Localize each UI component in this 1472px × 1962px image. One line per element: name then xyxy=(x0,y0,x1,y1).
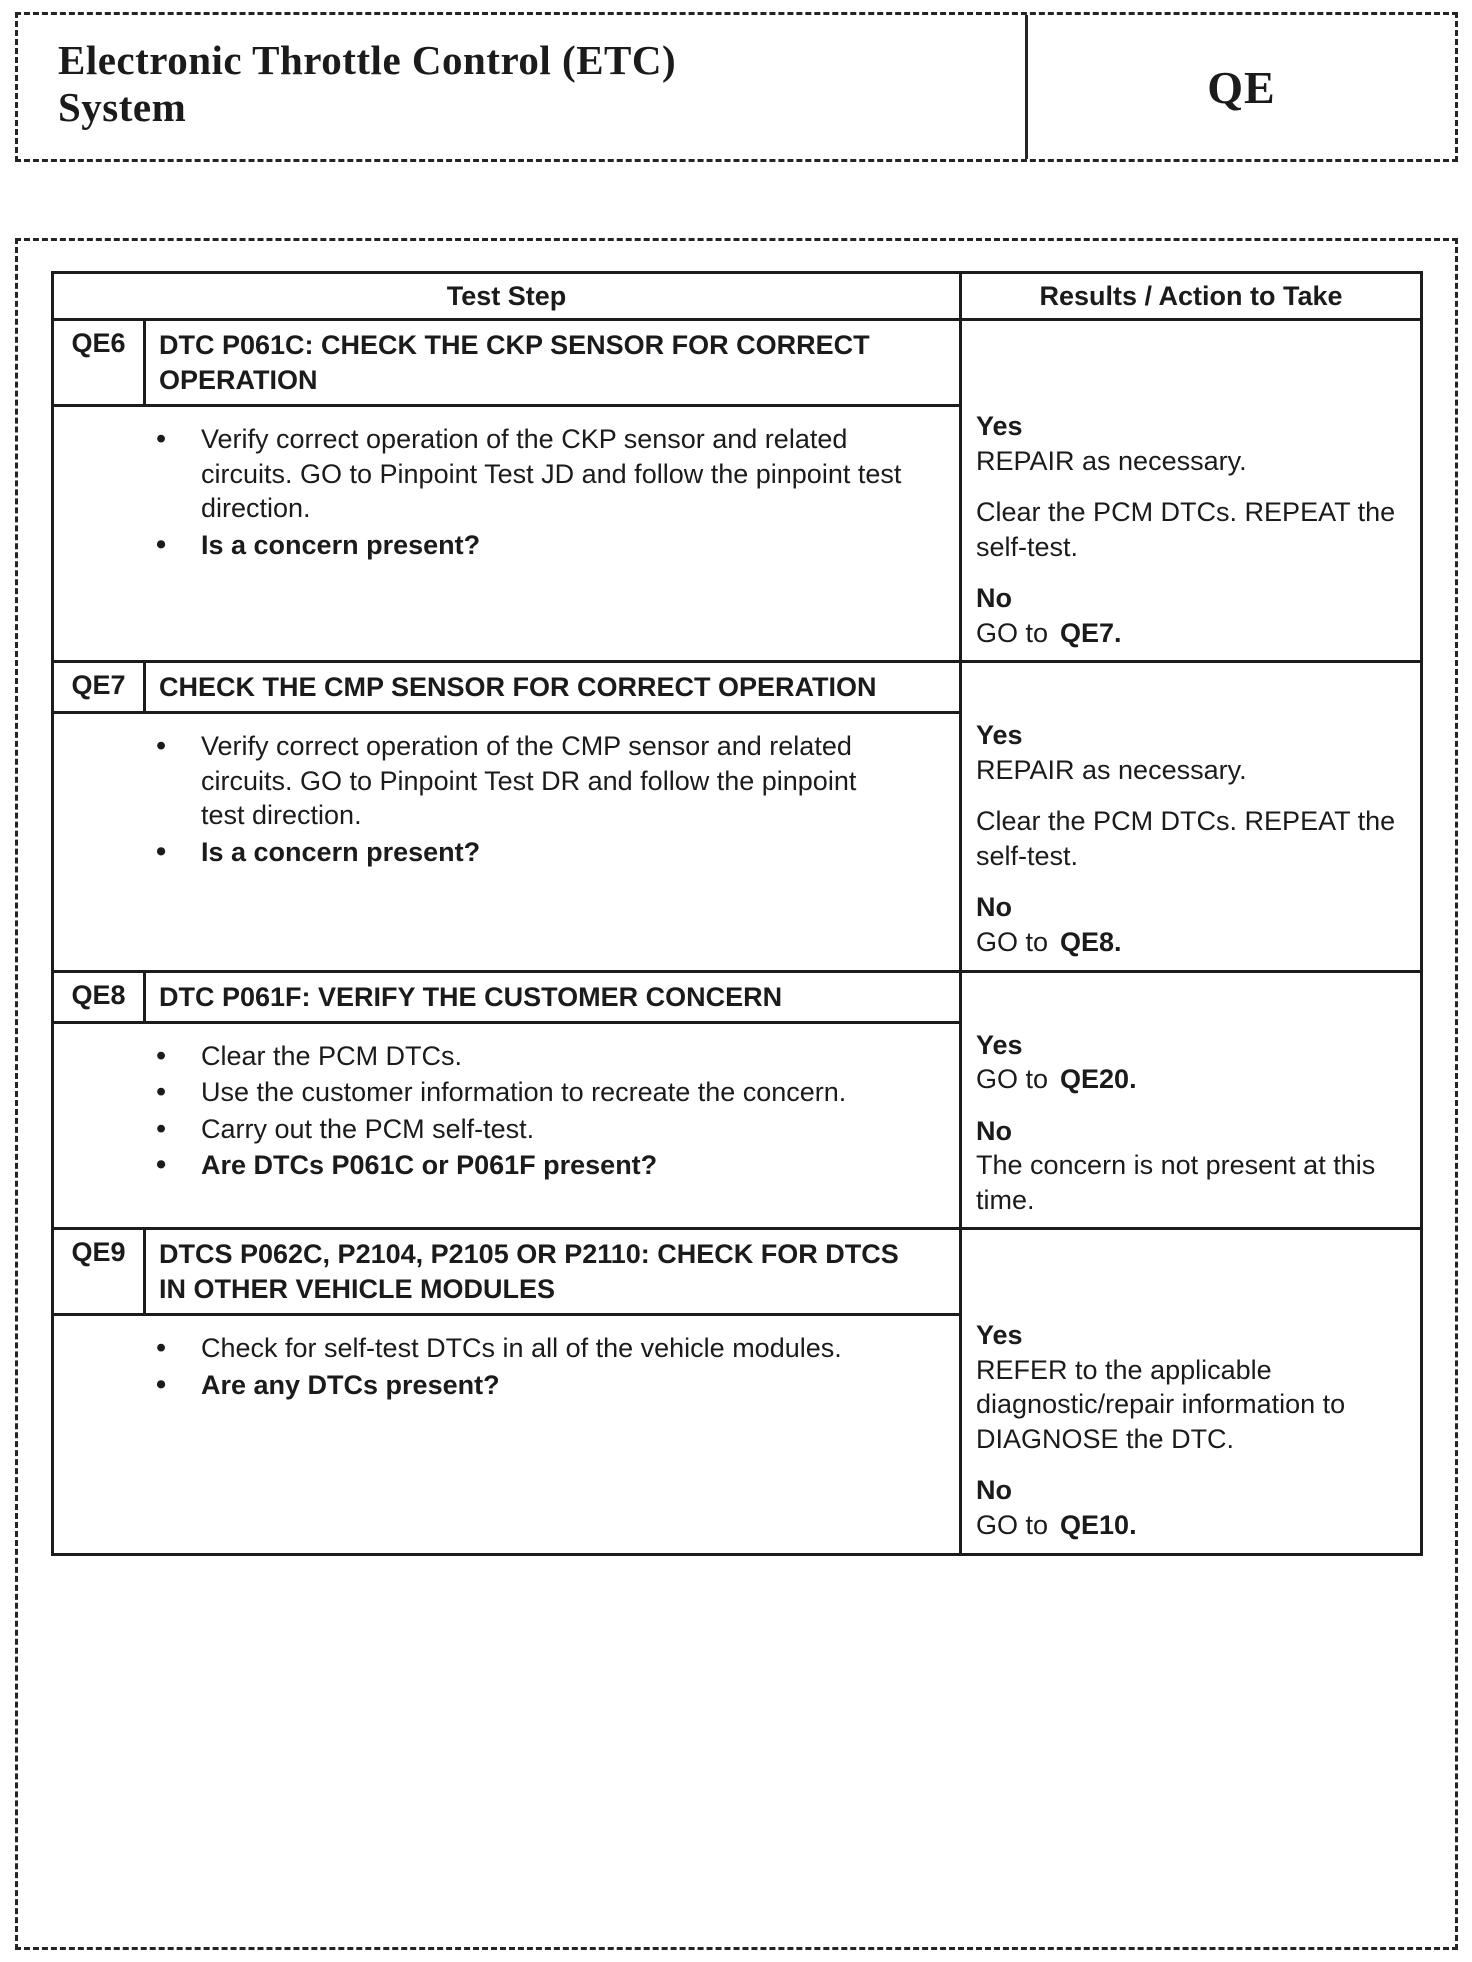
test-step-cell xyxy=(54,663,959,969)
bullet-item: • Use the customer information to recreate the concern. xyxy=(154,1075,904,1110)
bullet-item: • Is a concern present? xyxy=(154,835,904,870)
goto-line xyxy=(976,1062,1410,1097)
table-row xyxy=(54,970,1420,1228)
goto-prefix: GO to xyxy=(976,1510,1049,1541)
result-label: Yes xyxy=(976,1320,1023,1351)
step-code: QE9 xyxy=(54,1230,146,1313)
page-title-line-1: Electronic Throttle Control (ETC) xyxy=(58,37,677,83)
results-cell xyxy=(959,321,1420,660)
result-line: Clear the PCM DTCs. REPEAT the self-test. xyxy=(976,497,1396,562)
content-box xyxy=(15,238,1458,1950)
bullet-item: • Check for self-test DTCs in all of the vehicle modules. xyxy=(154,1331,904,1366)
step-code: QE6 xyxy=(54,321,146,404)
bullet-item: • Carry out the PCM self-test. xyxy=(154,1112,904,1147)
result-line: The concern is not present at this time. xyxy=(976,1150,1376,1215)
step-title: DTCS P062C, P2104, P2105 OR P2110: CHECK FOR DTCS IN OTHER VEHICLE MODULES xyxy=(159,1239,899,1305)
result-line: REPAIR as necessary. xyxy=(976,754,1247,785)
step-title: DTC P061C: CHECK THE CKP SENSOR FOR CORRECT OPERATION xyxy=(159,330,870,396)
column-header-results: Results / Action to Take xyxy=(959,274,1420,318)
result-label: No xyxy=(976,1115,1012,1146)
goto-target: QE10. xyxy=(1060,1510,1137,1541)
table-row xyxy=(54,1227,1420,1552)
goto-line xyxy=(976,925,1410,960)
step-bullet-list xyxy=(154,729,904,869)
step-bullet-list xyxy=(154,1331,904,1402)
goto-prefix: GO to xyxy=(976,927,1049,958)
step-bullet-list xyxy=(154,422,904,562)
goto-line xyxy=(976,616,1410,651)
section-code-cell xyxy=(1025,15,1455,159)
table-row xyxy=(54,321,1420,660)
table-header-row xyxy=(54,274,1420,321)
pinpoint-test-table xyxy=(51,271,1423,1556)
goto-prefix: GO to xyxy=(976,617,1049,648)
page-title-line-2: System xyxy=(58,84,187,131)
bullet-item: • Is a concern present? xyxy=(154,528,904,563)
result-label: No xyxy=(976,583,1012,614)
test-step-cell xyxy=(54,1230,959,1552)
results-cell xyxy=(959,663,1420,969)
step-body xyxy=(54,1024,959,1228)
result-line: Clear the PCM DTCs. REPEAT the self-test. xyxy=(976,806,1396,871)
result-label: Yes xyxy=(976,1029,1023,1060)
column-header-test-step: Test Step xyxy=(446,281,567,311)
result-label: No xyxy=(976,1475,1012,1506)
results-cell xyxy=(959,973,1420,1228)
step-title: DTC P061F: VERIFY THE CUSTOMER CONCERN xyxy=(159,981,783,1012)
bullet-item: • Are any DTCs present? xyxy=(154,1368,904,1403)
step-title: CHECK THE CMP SENSOR FOR CORRECT OPERATION xyxy=(159,672,877,703)
step-code: QE7 xyxy=(54,663,146,711)
result-label: No xyxy=(976,892,1012,923)
step-body xyxy=(54,407,959,660)
step-title-bar xyxy=(54,663,959,714)
test-step-cell xyxy=(54,321,959,660)
results-cell xyxy=(959,1230,1420,1552)
bullet-item: • Verify correct operation of the CMP sensor and related circuits. GO to Pinpoint Test DR and follow the pinpoint test direction. xyxy=(154,729,904,833)
goto-line xyxy=(976,1508,1410,1543)
bullet-item: • Are DTCs P061C or P061F present? xyxy=(154,1148,904,1183)
step-bullet-list xyxy=(154,1039,904,1183)
goto-prefix: GO to xyxy=(976,1064,1049,1095)
bullet-item: • Clear the PCM DTCs. xyxy=(154,1039,904,1074)
goto-target: QE8. xyxy=(1060,927,1122,958)
step-title-bar xyxy=(54,321,959,407)
test-step-cell xyxy=(54,973,959,1228)
goto-target: QE7. xyxy=(1060,617,1122,648)
goto-target: QE20. xyxy=(1060,1064,1137,1095)
result-line: REPAIR as necessary. xyxy=(976,445,1247,476)
table-row xyxy=(54,660,1420,969)
page-header xyxy=(15,12,1458,162)
header-title-cell xyxy=(18,15,1025,159)
bullet-item: • Verify correct operation of the CKP sensor and related circuits. GO to Pinpoint Test JD and follow the pinpoint test direction. xyxy=(154,422,904,526)
step-code: QE8 xyxy=(54,973,146,1021)
result-line: REFER to the applicable diagnostic/repair information to DIAGNOSE the DTC. xyxy=(976,1354,1346,1454)
section-code: QE xyxy=(1207,61,1276,113)
result-label: Yes xyxy=(976,411,1023,441)
step-body xyxy=(54,714,959,969)
step-title-bar xyxy=(54,1230,959,1316)
result-label: Yes xyxy=(976,720,1023,751)
step-title-bar xyxy=(54,973,959,1024)
step-body xyxy=(54,1316,959,1552)
